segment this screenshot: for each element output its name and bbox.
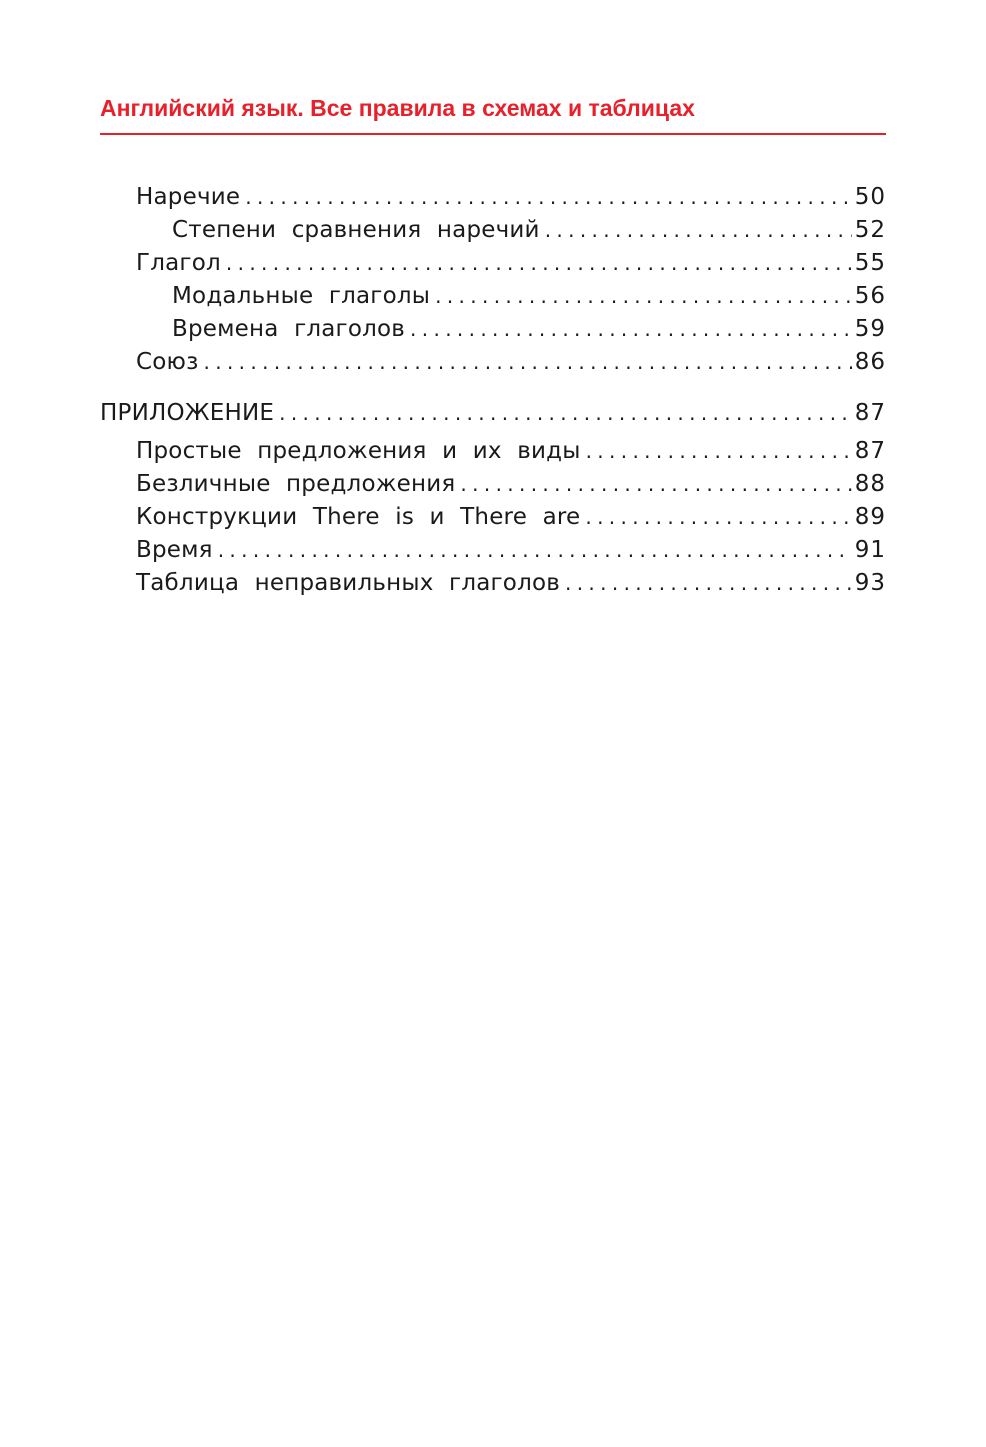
toc-entry[interactable]: [100, 247, 886, 280]
toc-entry-page: 89: [854, 504, 886, 530]
toc-entry[interactable]: [100, 435, 886, 468]
running-header-title: Английский язык. Все правила в схемах и таблицах: [100, 95, 695, 121]
dot-leader: [586, 435, 852, 468]
dot-leader: [585, 501, 851, 534]
toc-entry-title: Наречие: [136, 184, 241, 210]
toc-entry-page: 88: [854, 471, 886, 497]
dot-leader: [279, 397, 852, 430]
header-divider: [100, 133, 886, 135]
toc-entry-title: Простые предложения и их виды: [136, 438, 581, 464]
toc-entry-page: 93: [854, 570, 886, 596]
dot-leader: [218, 534, 852, 567]
dot-leader: [245, 181, 851, 214]
dot-leader: [565, 567, 852, 600]
toc-entry-page: 50: [854, 184, 886, 210]
toc-entry-title: Степени сравнения наречий: [172, 217, 540, 243]
toc-entry-title: ПРИЛОЖЕНИЕ: [100, 400, 275, 426]
toc-entry-title: Союз: [136, 349, 199, 375]
toc-entry[interactable]: [100, 181, 886, 214]
toc-entry-page: 86: [854, 349, 886, 375]
dot-leader: [545, 214, 852, 247]
toc-entry[interactable]: [100, 313, 886, 346]
toc-entry[interactable]: [100, 214, 886, 247]
toc-entry-page: 56: [854, 283, 886, 309]
toc-entry-page: 91: [854, 537, 886, 563]
toc-entry[interactable]: [100, 280, 886, 313]
toc-entry-page: 59: [854, 316, 886, 342]
toc-entry-page: 87: [854, 438, 886, 464]
toc-entry-title: Конструкции There is и There are: [136, 504, 581, 530]
toc-entry[interactable]: [100, 346, 886, 379]
dot-leader: [226, 247, 852, 280]
toc-entry-title: Модальные глаголы: [172, 283, 431, 309]
toc-entry-title: Времена глаголов: [172, 316, 406, 342]
toc-entry-title: Таблица неправильных глаголов: [136, 570, 560, 596]
dot-leader: [410, 313, 852, 346]
toc-entry-title: Время: [136, 537, 213, 563]
toc-entry-title: Безличные предложения: [136, 471, 456, 497]
dot-leader: [460, 468, 851, 501]
dot-leader: [435, 280, 852, 313]
toc-entry-page: 52: [854, 217, 886, 243]
toc-entry-page: 87: [854, 400, 886, 426]
toc-entry[interactable]: [100, 468, 886, 501]
toc-entry[interactable]: [100, 534, 886, 567]
dot-leader: [204, 346, 852, 379]
toc-entry-title: Глагол: [136, 250, 221, 276]
toc-entry[interactable]: [100, 567, 886, 600]
toc-entry-page: 55: [854, 250, 886, 276]
toc-entry[interactable]: [100, 501, 886, 534]
toc-entry[interactable]: [100, 397, 886, 430]
